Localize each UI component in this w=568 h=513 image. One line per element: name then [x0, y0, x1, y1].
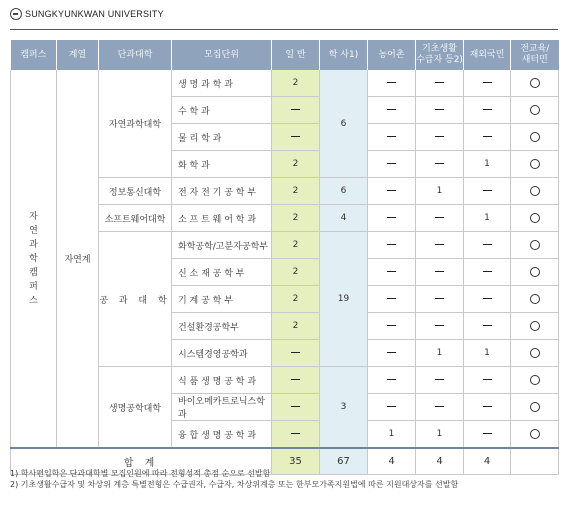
unit-cell: 수 학 과: [172, 97, 272, 124]
general-quota-cell: 2: [272, 259, 320, 286]
col-header-unit: 모집단위: [172, 40, 272, 70]
general-quota-cell: 2: [272, 313, 320, 340]
dash-mark-icon: [483, 433, 492, 434]
basic-livelihood-quota-cell: [416, 367, 464, 394]
dash-mark-icon: [435, 163, 444, 164]
rural-quota-cell: [368, 367, 416, 394]
rural-quota-cell: [368, 70, 416, 97]
university-logo: [10, 8, 558, 20]
dash-mark-icon: [387, 190, 396, 191]
dash-mark-icon: [291, 379, 300, 380]
circle-mark-icon: [530, 78, 540, 88]
overseas-quota-cell: [464, 70, 511, 97]
overseas-quota-cell: [464, 97, 511, 124]
basic-livelihood-quota-cell: [416, 97, 464, 124]
circle-mark-icon: [530, 213, 540, 223]
dash-mark-icon: [291, 352, 300, 353]
dash-mark-icon: [483, 190, 492, 191]
dash-mark-icon: [435, 217, 444, 218]
general-quota-cell: 2: [272, 205, 320, 232]
bachelor-quota-cell: 3: [320, 367, 368, 449]
page-header: [10, 8, 558, 34]
overseas-quota-cell: 1: [464, 151, 511, 178]
admissions-table-wrapper: [10, 40, 558, 475]
table-row: [11, 70, 559, 97]
basic-livelihood-quota-cell: [416, 394, 464, 421]
overseas-quota-cell: [464, 178, 511, 205]
basic-livelihood-quota-cell: [416, 124, 464, 151]
circle-mark-icon: [530, 375, 540, 385]
col-header-campus: 캠퍼스: [11, 40, 57, 70]
general-quota-cell: [272, 421, 320, 449]
basic-livelihood-quota-cell: 1: [416, 178, 464, 205]
dash-mark-icon: [483, 109, 492, 110]
col-header-bachelor: 학 사1): [320, 40, 368, 70]
dash-mark-icon: [291, 406, 300, 407]
circle-mark-icon: [530, 348, 540, 358]
unit-cell: 물 리 학 과: [172, 124, 272, 151]
general-quota-cell: [272, 394, 320, 421]
col-header-overseas: 재외국민: [464, 40, 511, 70]
dash-mark-icon: [387, 163, 396, 164]
dash-mark-icon: [387, 217, 396, 218]
unit-cell: 식 품 생 명 공 학 과: [172, 367, 272, 394]
other-quota-cell: [511, 286, 559, 313]
basic-livelihood-quota-cell: [416, 286, 464, 313]
other-quota-cell: [511, 124, 559, 151]
rural-quota-cell: [368, 151, 416, 178]
basic-livelihood-quota-cell: 1: [416, 340, 464, 367]
unit-cell: 시스템경영공학과: [172, 340, 272, 367]
dash-mark-icon: [483, 325, 492, 326]
dash-mark-icon: [387, 244, 396, 245]
dash-mark-icon: [435, 325, 444, 326]
campus-label: 자연과학캠퍼스: [29, 211, 38, 306]
total-basic-cell: 4: [416, 448, 464, 475]
rural-quota-cell: [368, 205, 416, 232]
overseas-quota-cell: [464, 367, 511, 394]
unit-cell: 전 자 전 기 공 학 부: [172, 178, 272, 205]
footnotes: [10, 468, 558, 490]
dash-mark-icon: [483, 379, 492, 380]
basic-livelihood-quota-cell: [416, 232, 464, 259]
dash-mark-icon: [291, 136, 300, 137]
circle-mark-icon: [530, 402, 540, 412]
unit-cell: 신 소 재 공 학 부: [172, 259, 272, 286]
table-header-row: [11, 40, 559, 70]
dash-mark-icon: [483, 82, 492, 83]
dash-mark-icon: [387, 352, 396, 353]
dash-mark-icon: [483, 271, 492, 272]
overseas-quota-cell: [464, 124, 511, 151]
rural-quota-cell: [368, 259, 416, 286]
general-quota-cell: 2: [272, 178, 320, 205]
dash-mark-icon: [483, 298, 492, 299]
dash-mark-icon: [483, 136, 492, 137]
university-emblem-icon: [10, 8, 22, 20]
overseas-quota-cell: [464, 259, 511, 286]
overseas-quota-cell: [464, 232, 511, 259]
rural-quota-cell: [368, 124, 416, 151]
total-general-cell: 35: [272, 448, 320, 475]
footnote-1: 1) 학사편입학은 단과대학별 모집인원에 따라 전형성적 총점 순으로 선발함: [10, 469, 271, 478]
total-bachelor-cell: 67: [320, 448, 368, 475]
university-name: SUNGKYUNKWAN UNIVERSITY: [25, 9, 164, 19]
unit-cell: 건설환경공학부: [172, 313, 272, 340]
overseas-quota-cell: 1: [464, 205, 511, 232]
total-overseas-cell: 4: [464, 448, 511, 475]
col-header-rural: 농어촌: [368, 40, 416, 70]
basic-livelihood-quota-cell: [416, 313, 464, 340]
dash-mark-icon: [435, 406, 444, 407]
unit-cell: 바이오메카트로닉스학과: [172, 394, 272, 421]
dash-mark-icon: [435, 136, 444, 137]
rural-quota-cell: [368, 313, 416, 340]
dash-mark-icon: [387, 82, 396, 83]
circle-mark-icon: [530, 294, 540, 304]
dash-mark-icon: [483, 244, 492, 245]
college-cell: 정보통신대학: [99, 178, 172, 205]
circle-mark-icon: [530, 105, 540, 115]
overseas-quota-cell: [464, 313, 511, 340]
bachelor-quota-cell: 6: [320, 70, 368, 178]
dash-mark-icon: [387, 271, 396, 272]
dash-mark-icon: [291, 433, 300, 434]
general-quota-cell: 2: [272, 151, 320, 178]
dash-mark-icon: [387, 136, 396, 137]
dash-mark-icon: [387, 109, 396, 110]
dash-mark-icon: [435, 379, 444, 380]
other-quota-cell: [511, 70, 559, 97]
other-quota-cell: [511, 178, 559, 205]
dash-mark-icon: [387, 298, 396, 299]
other-quota-cell: [511, 313, 559, 340]
division-cell: 자연계: [57, 70, 99, 448]
overseas-quota-cell: 1: [464, 340, 511, 367]
total-label-cell: 합 계: [11, 448, 272, 475]
unit-cell: 화 학 과: [172, 151, 272, 178]
dash-mark-icon: [435, 82, 444, 83]
other-quota-cell: [511, 97, 559, 124]
rural-quota-cell: [368, 178, 416, 205]
dash-mark-icon: [291, 109, 300, 110]
dash-mark-icon: [435, 298, 444, 299]
admissions-quota-table: [10, 40, 559, 475]
dash-mark-icon: [435, 109, 444, 110]
bachelor-quota-cell: 4: [320, 205, 368, 232]
circle-mark-icon: [530, 321, 540, 331]
dash-mark-icon: [435, 271, 444, 272]
dash-mark-icon: [387, 325, 396, 326]
bachelor-quota-cell: 19: [320, 232, 368, 367]
unit-cell: 생 명 과 학 과: [172, 70, 272, 97]
unit-cell: 소 프 트 웨 어 학 과: [172, 205, 272, 232]
rural-quota-cell: [368, 286, 416, 313]
college-cell: 소프트웨어대학: [99, 205, 172, 232]
overseas-quota-cell: [464, 394, 511, 421]
dash-mark-icon: [435, 244, 444, 245]
basic-livelihood-quota-cell: [416, 151, 464, 178]
circle-mark-icon: [530, 267, 540, 277]
other-quota-cell: [511, 205, 559, 232]
other-quota-cell: [511, 421, 559, 449]
other-quota-cell: [511, 367, 559, 394]
other-quota-cell: [511, 259, 559, 286]
other-quota-cell: [511, 232, 559, 259]
footnote-2: 2) 기초생활수급자 및 차상위 계층 특별전형은 수급권자, 수급자, 차상위계층 또는 한부모가족지원법에 따른 지원대상자를 선발함: [10, 480, 459, 489]
header-rule: [10, 29, 558, 30]
other-quota-cell: [511, 151, 559, 178]
rural-quota-cell: [368, 97, 416, 124]
table-body: [11, 70, 559, 475]
general-quota-cell: 2: [272, 286, 320, 313]
other-quota-cell: [511, 394, 559, 421]
basic-livelihood-quota-cell: [416, 205, 464, 232]
rural-quota-cell: [368, 394, 416, 421]
col-header-basic-livelihood: 기초생활 수급자 등2): [416, 40, 464, 70]
rural-quota-cell: 1: [368, 421, 416, 449]
overseas-quota-cell: [464, 421, 511, 449]
rural-quota-cell: [368, 232, 416, 259]
general-quota-cell: [272, 124, 320, 151]
unit-cell: 기 계 공 학 부: [172, 286, 272, 313]
bachelor-quota-cell: 6: [320, 178, 368, 205]
college-cell: 생명공학대학: [99, 367, 172, 449]
unit-cell: 융 합 생 명 공 학 과: [172, 421, 272, 449]
total-rural-cell: 4: [368, 448, 416, 475]
general-quota-cell: 2: [272, 70, 320, 97]
circle-mark-icon: [530, 240, 540, 250]
general-quota-cell: [272, 367, 320, 394]
college-cell: 공 과 대 학: [99, 232, 172, 367]
circle-mark-icon: [530, 132, 540, 142]
dash-mark-icon: [483, 406, 492, 407]
general-quota-cell: [272, 340, 320, 367]
campus-cell: [11, 70, 57, 448]
overseas-quota-cell: [464, 286, 511, 313]
college-cell: 자연과학대학: [99, 70, 172, 178]
dash-mark-icon: [387, 406, 396, 407]
unit-cell: 화학공학/고분자공학부: [172, 232, 272, 259]
col-header-general: 일 반: [272, 40, 320, 70]
basic-livelihood-quota-cell: 1: [416, 421, 464, 449]
circle-mark-icon: [530, 159, 540, 169]
general-quota-cell: 2: [272, 232, 320, 259]
circle-mark-icon: [530, 429, 540, 439]
col-header-college: 단과대학: [99, 40, 172, 70]
basic-livelihood-quota-cell: [416, 70, 464, 97]
basic-livelihood-quota-cell: [416, 259, 464, 286]
dash-mark-icon: [387, 379, 396, 380]
col-header-division: 계열: [57, 40, 99, 70]
other-quota-cell: [511, 340, 559, 367]
general-quota-cell: [272, 97, 320, 124]
rural-quota-cell: [368, 340, 416, 367]
circle-mark-icon: [530, 186, 540, 196]
col-header-other: 전교육/ 새터민: [511, 40, 559, 70]
